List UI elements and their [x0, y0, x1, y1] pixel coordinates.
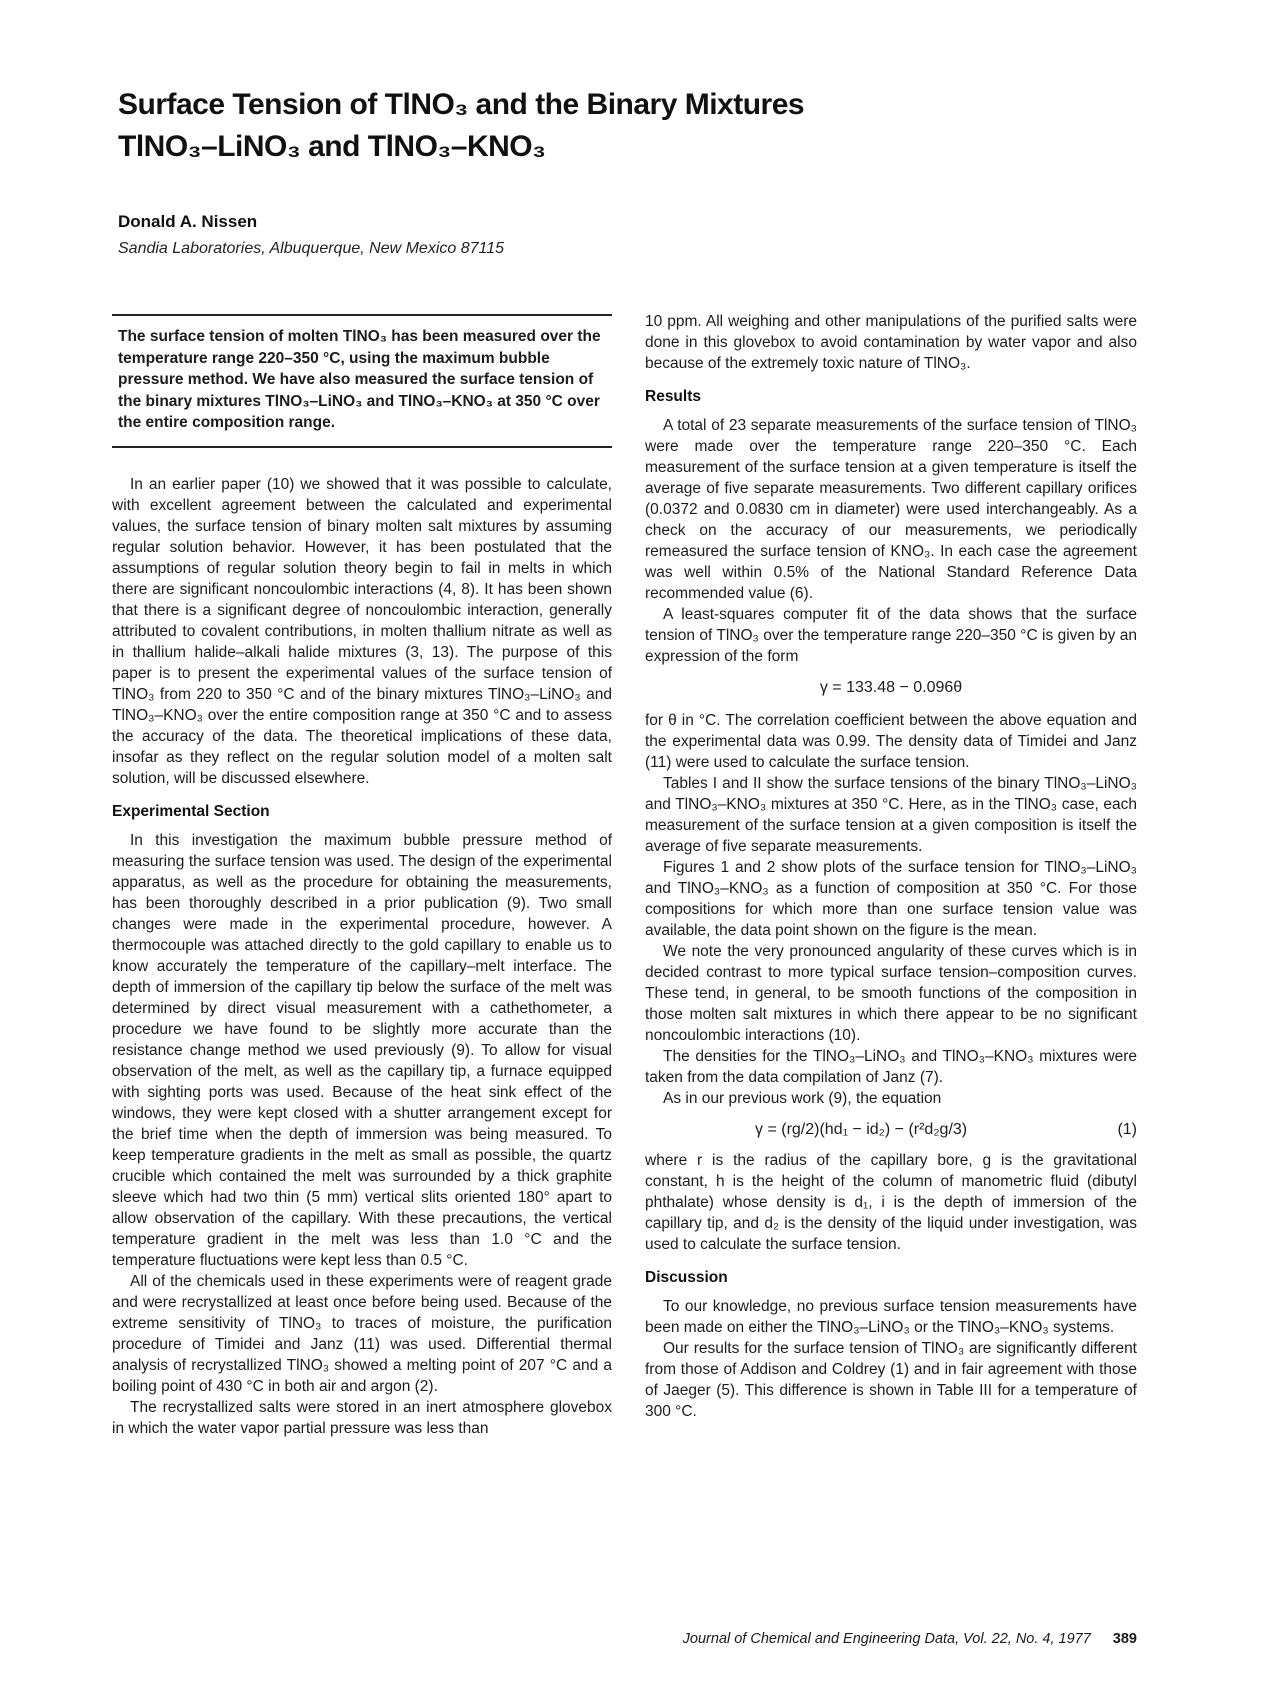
right-column [645, 311, 1137, 1422]
left-column [112, 314, 612, 1439]
continuation-paragraph: 10 ppm. All weighing and other manipulations of the purified salts were done in this glovebox to avoid contamination by water vapor and also because of the extremely toxic nature of TlNO₃. [645, 313, 1137, 372]
equation-1: γ = (rg/2)(hd₁ − id₂) − (r²d₂g/3) [755, 1121, 968, 1138]
discussion-paragraph-2: Our results for the surface tension of TlNO₃ are significantly different from those of Addison and Coldrey (1) and in fair agreement with those of Jaeger (5). This difference is shown in Table III for a temperature of 300 °C. [645, 1340, 1137, 1420]
experimental-section-heading: Experimental Section [112, 802, 270, 820]
intro-paragraph: In an earlier paper (10) we showed that it was possible to calculate, with excellent agreement between the calculated and experimental values, the surface tension of binary molten salt mixtures by assuming regular solution behavior. However, it has been postulated that the assumptions of regular solution theory begin to fail in melts in which there are significant noncoulombic interactions (4, 8). It has been shown that there is a significant degree of noncoulombic interaction, generally attributed to covalent contributions, in molten thallium nitrate as well as in thallium halide–alkali halide mixtures (3, 13). The purpose of this paper is to present the experimental values of the surface tension of TlNO₃ from 220 to 350 °C and of the binary mixtures TlNO₃–LiNO₃ and TlNO₃–KNO₃ over the entire composition range at 350 °C and to assess the accuracy of the data. The theoretical implications of these data, insofar as they reflect on the regular solution model of a molten salt solution, will be discussed elsewhere. [112, 475, 612, 787]
page-number: 389 [1112, 1631, 1137, 1647]
title-line-1: Surface Tension of TlNO₃ and the Binary Mixtures [118, 88, 805, 121]
paper-title [118, 84, 1018, 168]
discussion-heading: Discussion [645, 1269, 728, 1286]
results-paragraph-2: A least-squares computer fit of the data shows that the surface tension of TlNO₃ over the temperature range 220–350 °C is given by an expression of the form [645, 606, 1137, 665]
equation-1-number: (1) [1117, 1121, 1137, 1138]
results-paragraph-5: Figures 1 and 2 show plots of the surface tension for TlNO₃–LiNO₃ and TlNO₃–KNO₃ as a function of composition at 350 °C. For those compositions for which more than one surface tension value was available, the data point shown on the figure is the mean. [645, 859, 1137, 939]
abstract: The surface tension of molten TlNO₃ has been measured over the temperature range 220–350 °C, using the maximum bubble pressure method. We have also measured the surface tension of the binary mixtures TlNO₃–LiNO₃ and TlNO₃–KNO₃ at 350 °C over the entire composition range. [112, 314, 612, 448]
surface-tension-fit-equation: γ = 133.48 − 0.096θ [819, 679, 963, 696]
results-paragraph-4: Tables I and II show the surface tensions of the binary TlNO₃–LiNO₃ and TlNO₃–KNO₃ mixtures at 350 °C. Here, as in the TlNO₃ case, each measurement of the surface tension at a given composition is itself the average of five separate measurements. [645, 775, 1137, 855]
results-heading: Results [645, 388, 701, 405]
equation-1-row [645, 1119, 1137, 1140]
results-paragraph-9: where r is the radius of the capillary bore, g is the gravitational constant, h is the height of the column of manometric fluid (dibutyl phthalate) whose density is d₁, i is the depth of immersion of the capillary tip, and d₂ is the density of the liquid under investigation, was used to calculate the surface tension. [645, 1152, 1137, 1253]
results-paragraph-7: The densities for the TlNO₃–LiNO₃ and TlNO₃–KNO₃ mixtures were taken from the data compilation of Janz (7). [645, 1048, 1137, 1086]
journal-citation: Journal of Chemical and Engineering Data, Vol. 22, No. 4, 1977 [682, 1631, 1091, 1647]
discussion-paragraph-1: To our knowledge, no previous surface tension measurements have been made on either the TlNO₃–LiNO₃ or the TlNO₃–KNO₃ systems. [645, 1298, 1137, 1336]
experimental-paragraph-2: All of the chemicals used in these experiments were of reagent grade and were recrystallized at least once before being used. Because of the extreme sensitivity of TlNO₃ to traces of moisture, the purification procedure of Timidei and Janz (11) was used. Differential thermal analysis of recrystallized TlNO₃ showed a melting point of 207 °C and a boiling point of 430 °C in both air and argon (2). [112, 1272, 612, 1395]
title-line-2: TlNO₃–LiNO₃ and TlNO₃–KNO₃ [118, 130, 546, 163]
experimental-paragraph-1: In this investigation the maximum bubble pressure method of measuring the surface tension was used. The design of the experimental apparatus, as well as the procedure for obtaining the measurements, has been thoroughly described in a prior publication (9). Two small changes were made in the experimental procedure, however. A thermocouple was attached directly to the gold capillary to enable us to know accurately the temperature of the capillary–melt interface. The depth of immersion of the capillary tip below the surface of the melt was determined by direct visual measurement with a cathethometer, a procedure we have found to be slightly more accurate than the resistance change method we used previously (9). To allow for visual observation of the melt, as well as the capillary tip, a furnace equipped with sighting ports was used. Because of the heat sink effect of the windows, they were kept closed with a shutter arrangement except for the brief time when the depth of immersion was being measured. To keep temperature gradients in the melt as small as possible, the quartz crucible which contained the melt was surrounded by a thick graphite sleeve which had two thin (5 mm) vertical slits oriented 180° apart to allow observation of the capillary. With these precautions, the vertical temperature gradient in the melt was less than 1.0 °C and the temperature fluctuations were kept less than 0.5 °C. [112, 831, 612, 1269]
results-paragraph-3: for θ in °C. The correlation coefficient between the above equation and the experimental data was 0.99. The density data of Timidei and Janz (11) were used to calculate the surface tension. [645, 712, 1137, 771]
results-paragraph-6: We note the very pronounced angularity of these curves which is in decided contrast to more typical surface tension–composition curves. These tend, in general, to be smooth functions of the composition in those molten salt mixtures in which there appear to be no significant noncoulombic interactions (10). [645, 943, 1137, 1044]
results-paragraph-8: As in our previous work (9), the equation [663, 1090, 942, 1107]
page-footer [645, 1631, 1137, 1647]
author-affiliation: Sandia Laboratories, Albuquerque, New Mexico 87115 [118, 240, 505, 257]
experimental-paragraph-3: The recrystallized salts were stored in an inert atmosphere glovebox in which the water vapor partial pressure was less than [112, 1398, 612, 1437]
author-name: Donald A. Nissen [118, 212, 258, 231]
results-paragraph-1: A total of 23 separate measurements of the surface tension of TlNO₃ were made over the temperature range 220–350 °C. Each measurement of the surface tension at a given temperature is itself the average of five separate measurements. Two different capillary orifices (0.0372 and 0.0830 cm in diameter) were used interchangeably. As a check on the accuracy of our measurements, we periodically remeasured the surface tension of KNO₃. In each case the agreement was well within 0.5% of the National Standard Reference Data recommended value (6). [645, 417, 1137, 602]
